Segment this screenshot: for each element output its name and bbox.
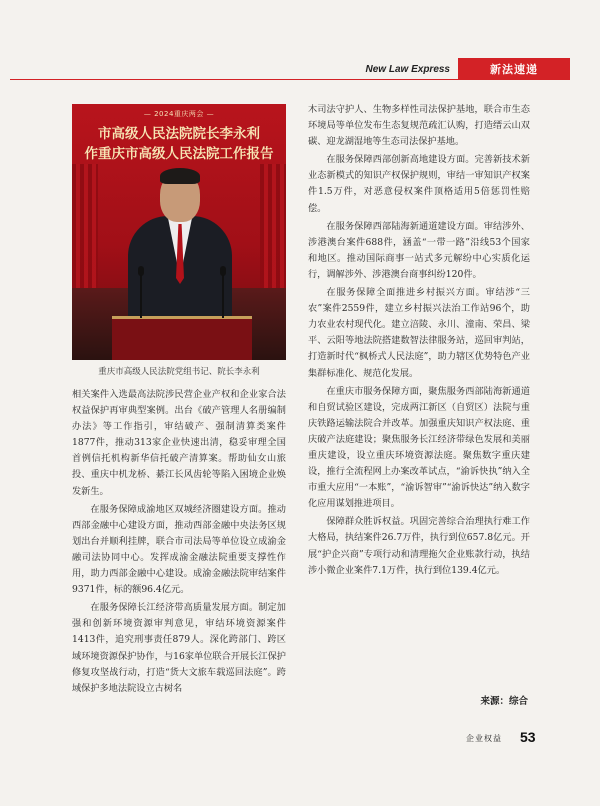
photo-event-tag: — 2024重庆两会 — xyxy=(143,110,215,118)
microphone-stand xyxy=(140,272,142,318)
microphone-stand xyxy=(222,272,224,318)
paragraph: 在服务保障长江经济带高质量发展方面。制定加强和创新环境资源审判意见，审结环境资源案件1413件，追究刑事责任879人。深化跨部门、跨区域环境资源保护协作，与16家单位联合开展长江保护修复攻坚战行动，打造“货大文旅车载巡回法庭”。跨域保护多地法院设立古树名 xyxy=(72,602,286,694)
paragraph: 木司法守护人、生物多样性司法保护基地，联合市生态环境局等单位发布生态复规范疏汇认购，打造缙云山双碳、迎龙湖湿地等生态司法保护基地。 xyxy=(308,104,530,148)
photo-title-line2: 作重庆市高级人民法院工作报告 xyxy=(84,146,274,162)
paragraph: 相关案件入选最高法院涉民营企业产权和企业家合法权益保护再审典型案例。出台《破产管理人名册编制办法》等工作指引，审结破产、强制清算类案件1877件，推动313家企业快速出清，稳妥审理全国首例信托机构新华信托破产清算案。帮助仙女山旅投、重庆中机龙桥、綦江长风齿轮等陷入困境企业焕发新生。 xyxy=(72,389,286,497)
paragraph: 在服务保障西部创新高地建设方面。完善新技术新业态新模式的知识产权保护规则，审结一审知识产权案件1.5万件，对恶意侵权案件顶格适用5倍惩罚性赔偿。 xyxy=(308,154,530,214)
podium xyxy=(112,316,252,360)
microphone-icon xyxy=(138,266,144,276)
paragraph: 在服务保障西部陆海新通道建设方面。审结涉外、涉港澳台案件688件，涵盖“一带一路”沿线53个国家和地区。推动国际商事一站式多元解纷中心实质化运行，调解涉外、涉港澳台商事纠纷120件。 xyxy=(308,220,530,280)
header-divider xyxy=(10,79,570,80)
speaker-hair xyxy=(160,168,200,184)
photo-title-line1: 市高级人民法院院长李永利 xyxy=(98,126,260,142)
paragraph: 在服务保障全面推进乡村振兴方面。审结涉“三农”案件2559件，建立乡村振兴法治工作站96个，助力农业农村现代化。建立涪陵、永川、潼南、荣昌、梁平、云阳等地法院搭建数智法律服务站，巡回审判站，打造新时代“枫桥式人民法庭”，助力辖区优势特色产业集群标准化、规范化发展。 xyxy=(308,287,530,379)
photo-caption: 重庆市高级人民法院党组书记、院长李永利 xyxy=(98,367,260,377)
paragraph: 在服务保障成渝地区双城经济圈建设方面。推动西部金融中心建设方面，推动西部金融中央法务区规划出台并顺利挂牌，联合市司法局等单位设立成渝金融司法协同中心。发挥成渝金融法院重要支撑性作用，助力西部金融中心建设。成渝金融法院审结案件9371件，标的额96.4亿元。 xyxy=(72,503,286,596)
microphone-icon xyxy=(220,266,226,276)
section-tag: 新法速递 xyxy=(458,58,570,80)
paragraph: 在重庆市服务保障方面，聚焦服务西部陆海新通道和自贸试验区建设，完成两江新区（自贸区）法院与重庆铁路运输法院合并改革。加强重庆知识产权法庭、重庆破产法庭建设；聚焦服务长江经济带绿色发展和美丽重庆建设，设立重庆环境资源法庭。聚焦数字重庆建设，推行全流程网上办案改革试点，“渝诉快执”纳入全市重大应用“一本账”，“渝诉智审”“渝诉快达”纳入数字化应用谋划推进项目。 xyxy=(308,385,530,510)
paragraph: 保障群众胜诉权益。巩固完善综合治理执行难工作大格局，执结案件26.7万件，执行到位657.8亿元。开展“护企兴商”专项行动和清理拖欠企业账款行动，执结涉小微企业案件7.1万件，执行到位139.4亿元。 xyxy=(308,516,530,576)
article-right-column xyxy=(308,102,530,581)
footer-label: 企业权益 xyxy=(466,734,502,743)
page-number: 53 xyxy=(520,729,536,745)
header-english-title: New Law Express xyxy=(365,64,450,75)
article-source: 来源：综合 xyxy=(480,696,528,707)
article-photo xyxy=(72,104,286,360)
article-left-column xyxy=(72,387,286,699)
